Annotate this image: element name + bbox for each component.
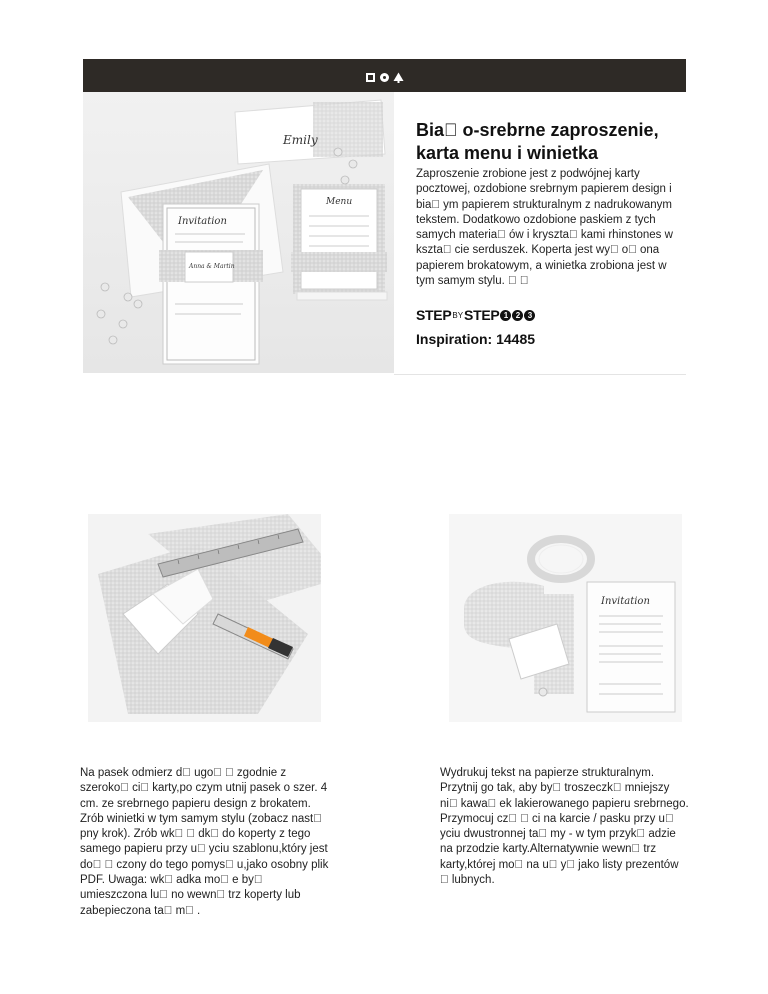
product-title (416, 119, 686, 165)
place-card-name: Emily (283, 133, 318, 147)
step-2-photo (449, 514, 682, 722)
divider (394, 374, 686, 375)
product-title-line-1: Bia  o-srebrne zaproszenie, (416, 120, 659, 140)
logo-step-2-icon: 2 (512, 310, 523, 321)
step-by-step-logo (416, 307, 535, 323)
invitation-names: Anna & Martin (189, 263, 235, 270)
product-title-line-2: karta menu i winietka (416, 143, 599, 163)
logo-text-step-2: STEP (464, 307, 500, 323)
hero-product-photo (83, 92, 394, 373)
book-icon (365, 70, 376, 81)
logo-step-1-icon: 1 (500, 310, 511, 321)
brand-icons (365, 70, 404, 81)
top-bar (83, 59, 686, 92)
inspiration-number: Inspiration: 14485 (416, 331, 536, 347)
logo-step-3-icon: 3 (524, 310, 535, 321)
logo-text-step-1: STEP (416, 307, 452, 323)
step-1-photo (88, 514, 321, 722)
step-1-text: Na pasek odmierz d  ugo    zgodnie z szeroko  ci  karty,po czym utnij pasek o szer. 4 cm. ze srebrnego papieru design z brokatem. Zrób winietki w tym samym stylu (zobacz nast  pny krok). Zrób wk    dk  do koperty z tego samego papieru przy u  yciu szablonu,który jest do    czony do tego pomys  u,jako osobny plik PDF. Uwaga: wk  adka mo  e by  umieszczona lu  no wewn  trz koperty lub zabepieczona ta  m  . (80, 767, 329, 917)
step-2-text: Wydrukuj tekst na papierze strukturalnym. Przytnij go tak, aby by  troszeczk  mniejszy ni  kawa  ek lakierowanego papieru srebrnego. Przymocuj cz    ci na karcie / pasku przy u  yciu dwustronnej ta  my - w tym przyk  adzie na przodzie karty.Alternatywnie wewn  trz karty,której mo  na u  y  jako listy prezentów   lubnych. (440, 767, 689, 887)
product-description: Zaproszenie zrobione jest z podwójnej karty pocztowej, ozdobione srebrnym papierem design i bia  ym papierem strukturalnym z nadrukowanym tekstem. Dodatkowo ozdobione paskiem z tych samych materia  ów i kryszta  kami rhinstones w kszta  cie serduszek. Koperta jest wy  o  ona papierem brokatowym, a winietka zrobiona jest w tym samym stylu.     (416, 168, 673, 288)
flower-icon (379, 70, 390, 81)
step-2-invitation-heading: Invitation (601, 596, 650, 607)
invitation-heading: Invitation (178, 216, 227, 227)
logo-text-by: BY (452, 310, 464, 320)
menu-heading: Menu (326, 197, 353, 207)
tree-icon (393, 70, 404, 81)
